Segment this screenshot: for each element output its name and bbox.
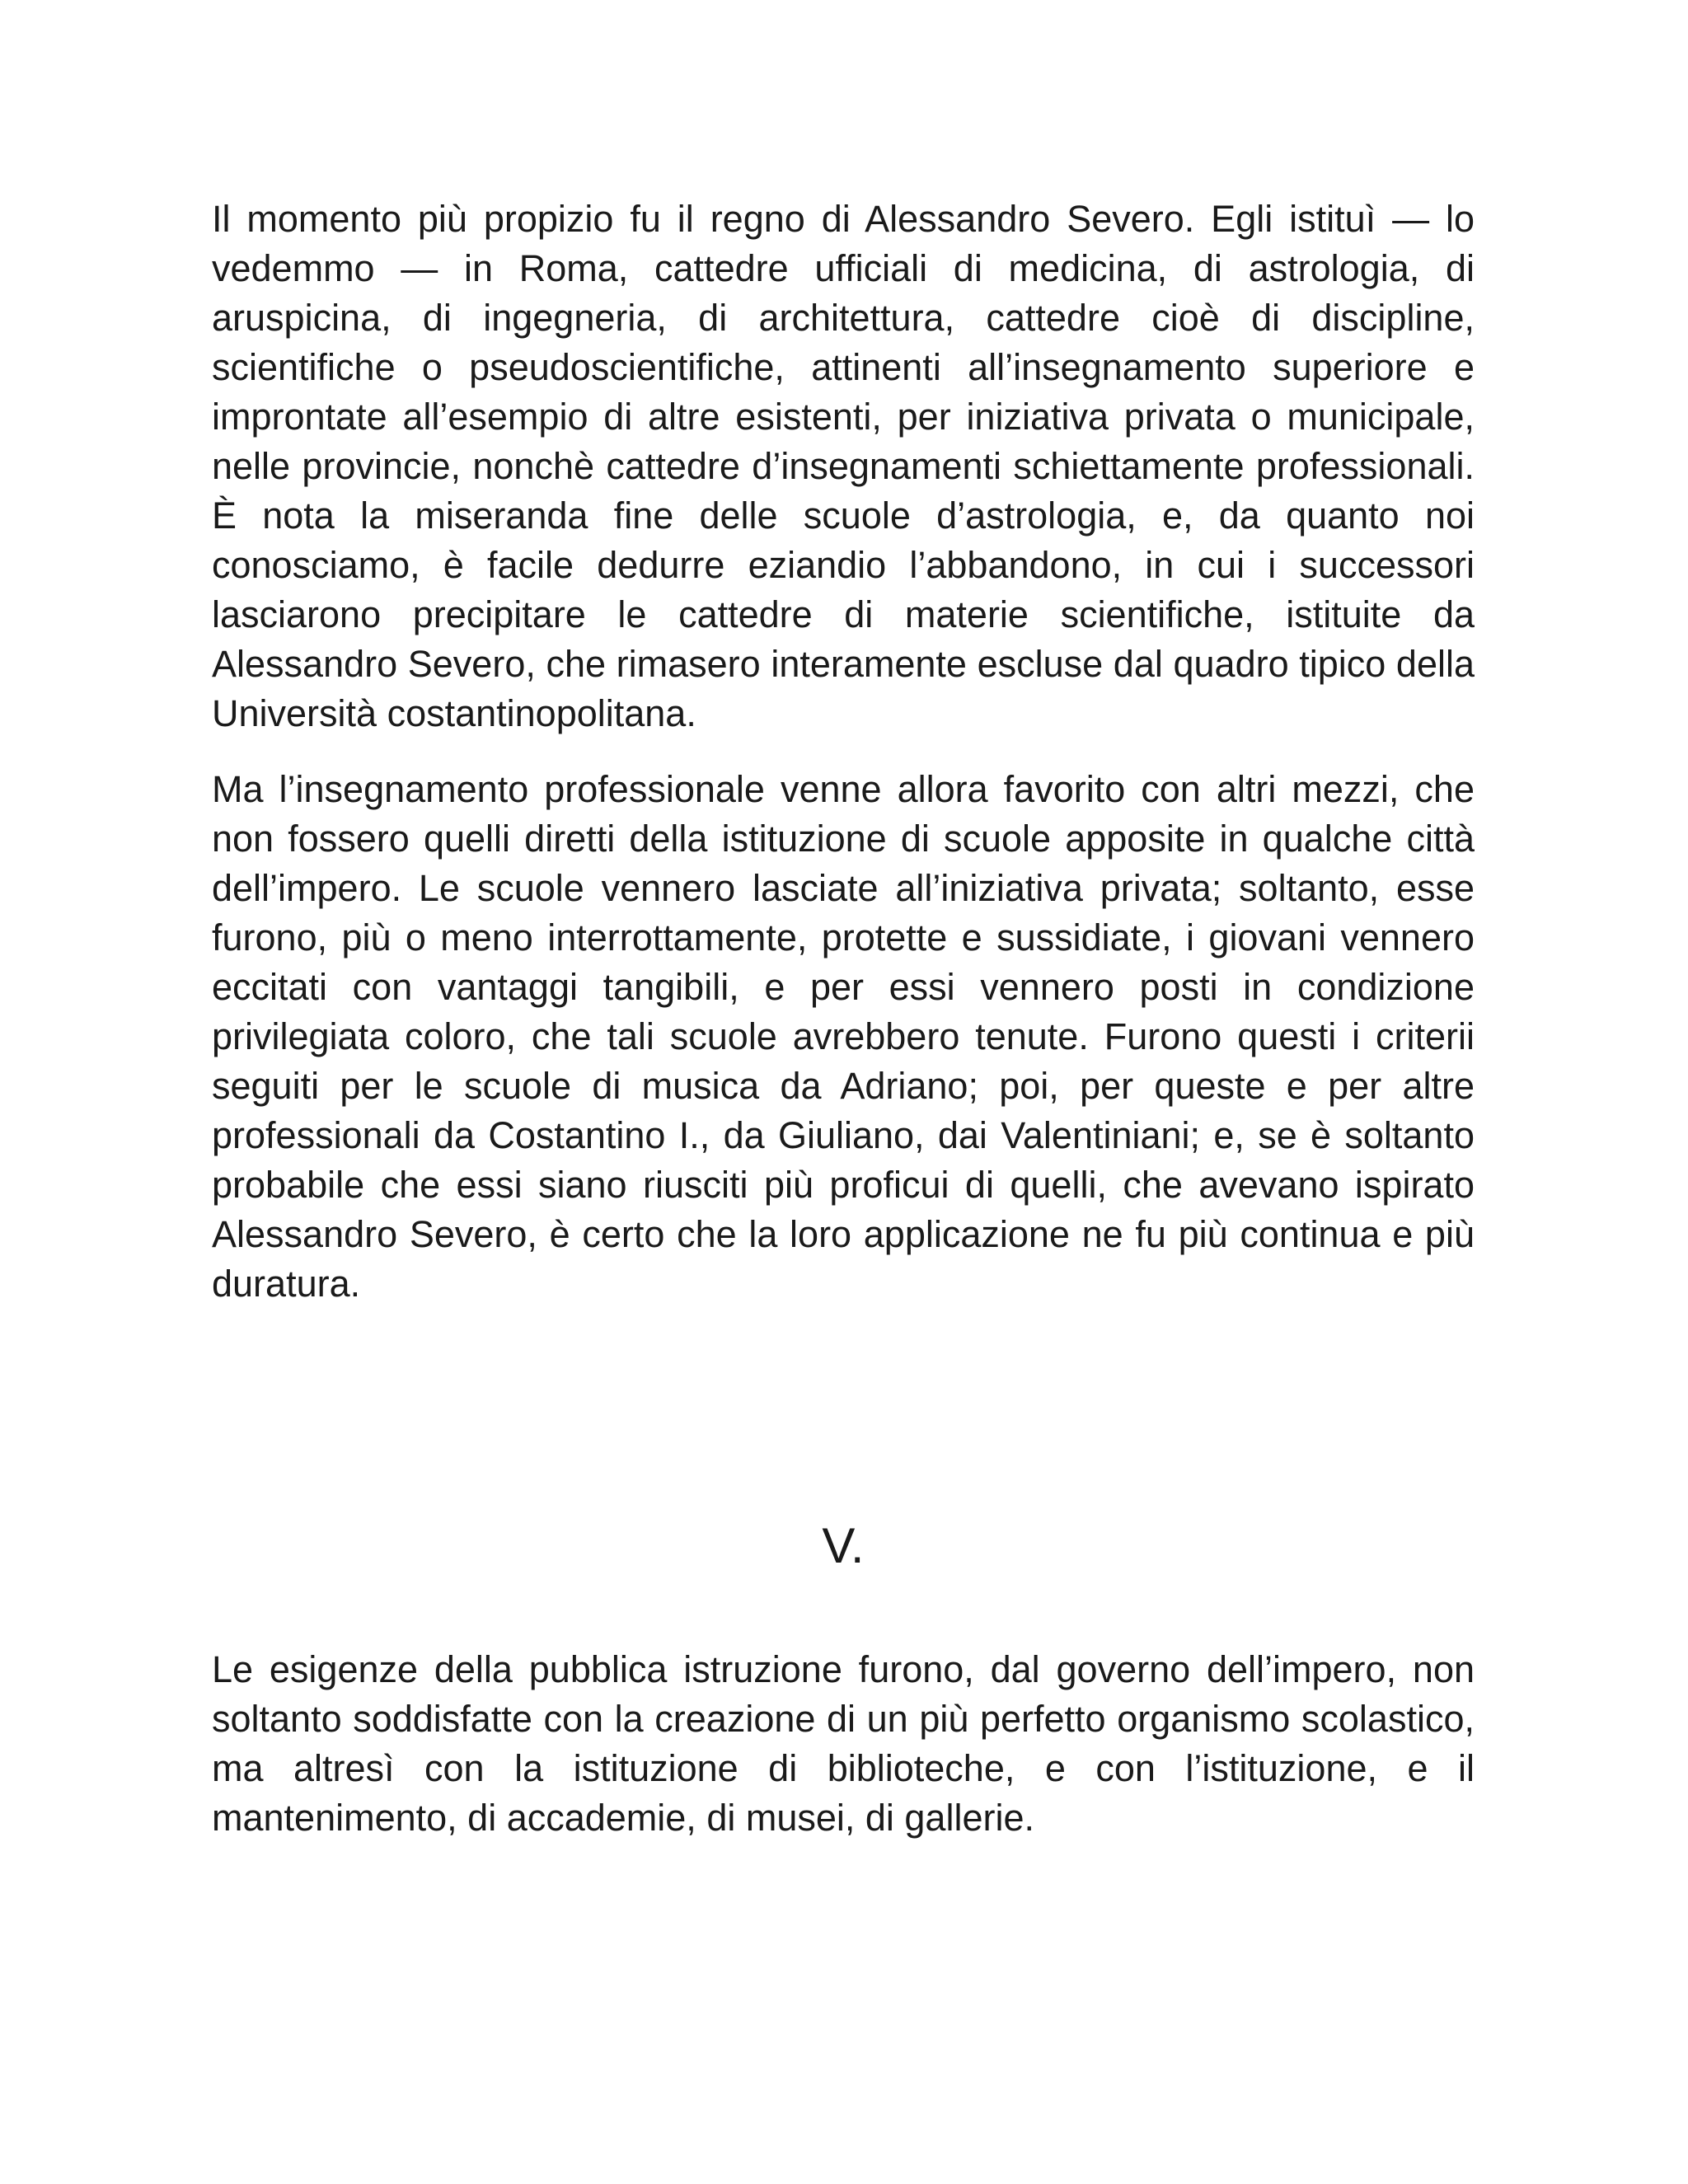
paragraph-2: Ma l’insegnamento professionale venne allora favorito con altri mezzi, che non fossero quelli diretti della istituzione di scuole apposite in qualche città dell’impero. Le scuole vennero lasciate all’iniziativa privata; soltanto, esse furono, più o meno interrottamente, protette e sussidiate, i giovani vennero eccitati con vantaggi tangibili, e per essi vennero posti in condizione privilegiata coloro, che tali scuole avrebbero tenute. Furono questi i criterii seguiti per le scuole di musica da Adriano; poi, per queste e per altre professionali da Costantino I., da Giuliano, dai Valentiniani; e, se è soltanto probabile che essi siano riusciti più proficui di quelli, che avevano ispirato Alessandro Severo, è certo che la loro applicazione ne fu più continua e più duratura. (212, 768, 1475, 1305)
document-page (212, 194, 1475, 1839)
paragraph-1: Il momento più propizio fu il regno di Alessandro Severo. Egli istituì — lo vedemmo — in Roma, cattedre ufficiali di medicina, di astrologia, di aruspicina, di ingegneria, di architettura, cattedre cioè di discipline, scientifiche o pseudoscientifiche, attinenti all’insegnamento superiore e improntate all’esempio di altre esistenti, per iniziativa privata o municipale, nelle provincie, nonchè cattedre d’insegnamenti schiettamente professionali. È nota la miseranda fine delle scuole d’astrologia, e, da quanto noi conosciamo, è facile dedurre eziandio l’abbandono, in cui i successori lasciarono precipitare le cattedre di materie scientifiche, istituite da Alessandro Severo, che rimasero interamente escluse dal quadro tipico della Università costantinopolitana. (212, 198, 1475, 734)
section-heading: V. (822, 1518, 865, 1573)
paragraph-3: Le esigenze della pubblica istruzione furono, dal governo dell’impero, non soltanto soddisfatte con la creazione di un più perfetto organismo scolastico, ma altresì con la istituzione di biblioteche, e con l’istituzione, e il mantenimento, di accademie, di musei, di gallerie. (212, 1648, 1475, 1839)
